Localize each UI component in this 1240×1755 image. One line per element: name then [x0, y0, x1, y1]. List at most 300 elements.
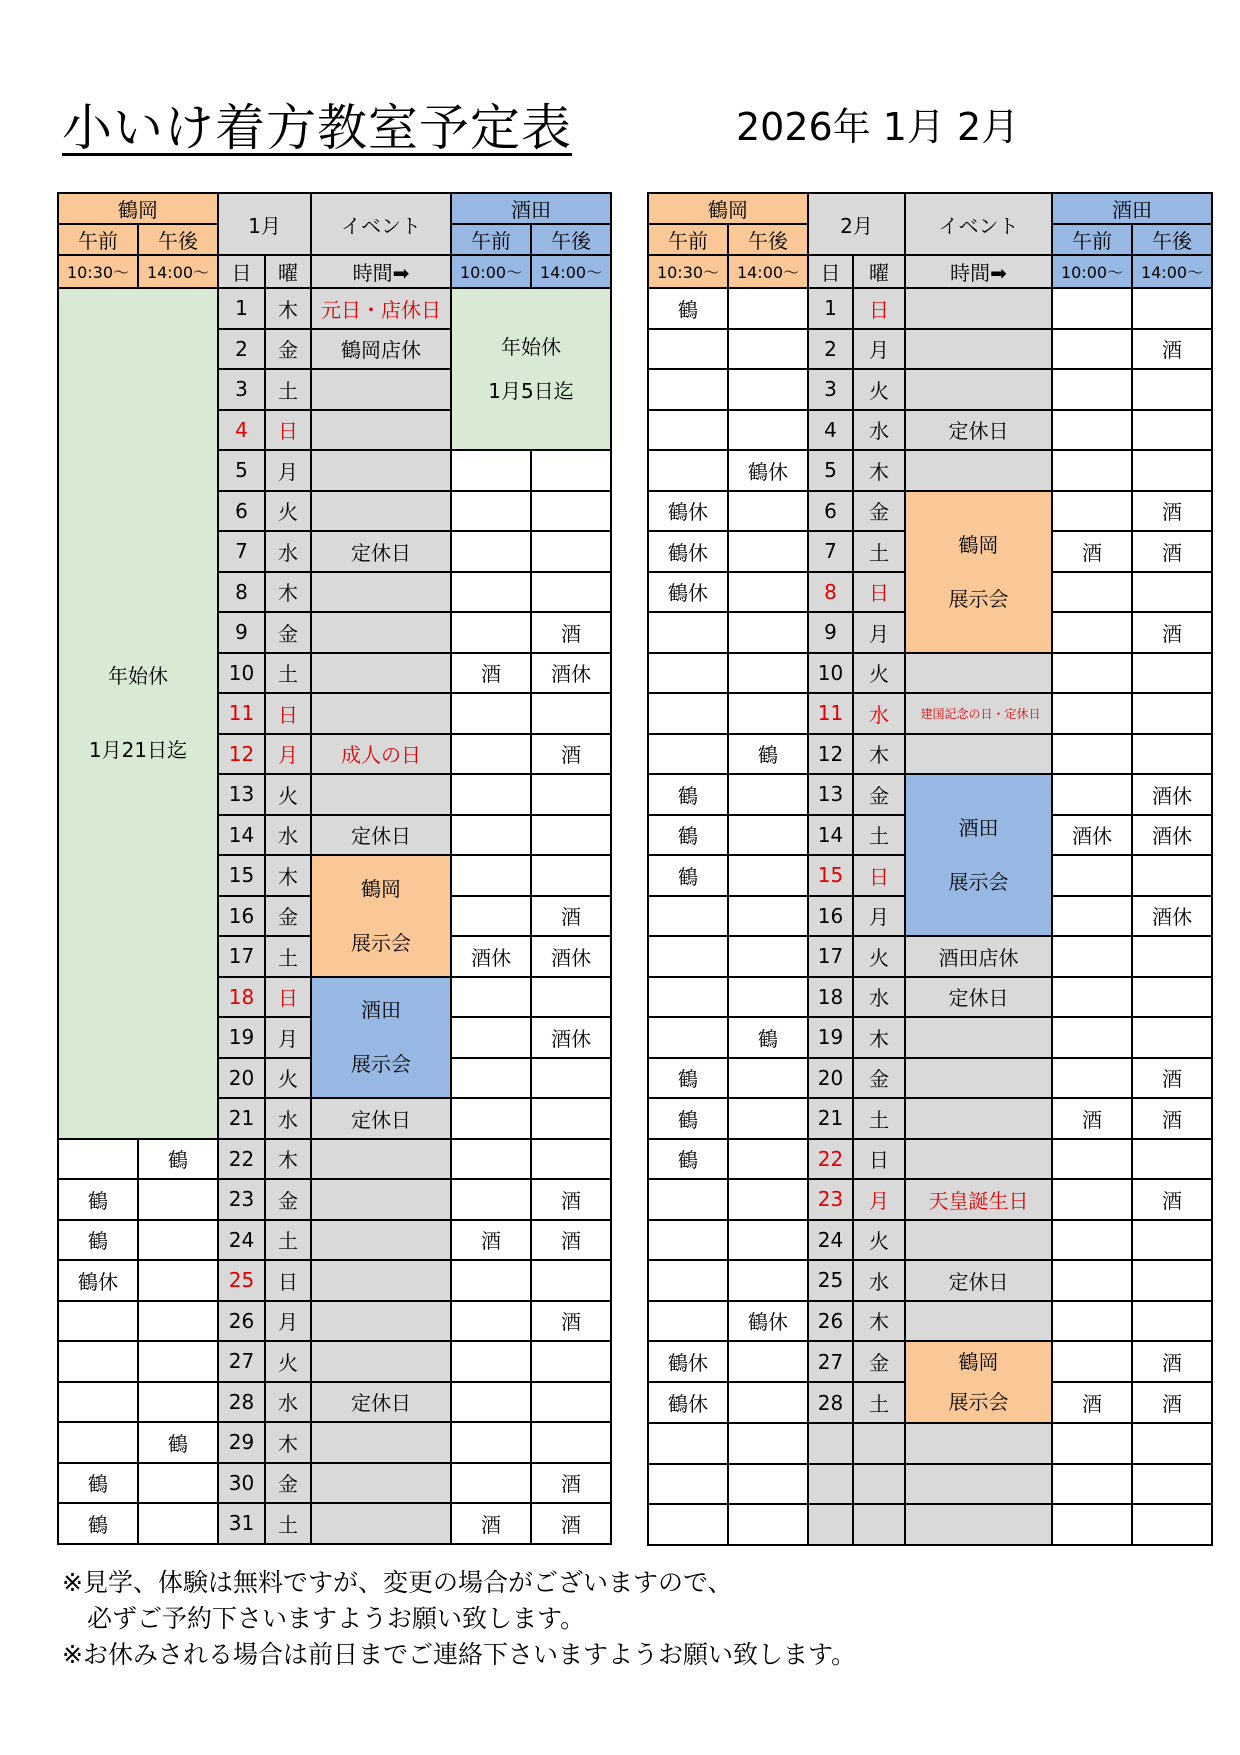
block-line: 鶴岡 [958, 1350, 999, 1374]
sakata-am-cell [1052, 572, 1132, 613]
weekday-cell: 日 [853, 855, 905, 896]
sakata-pm-cell [1132, 693, 1212, 734]
weekday-header: 曜 [265, 255, 311, 288]
weekday-cell: 月 [853, 329, 905, 370]
event-cell: 定休日 [311, 1382, 451, 1423]
event-cell [311, 774, 451, 815]
tsuruoka-am-cell: 鶴 [648, 1098, 728, 1139]
tsuruoka-am-cell [58, 1139, 138, 1180]
event-cell: 定休日 [311, 815, 451, 856]
sakata-pm-cell [1132, 1423, 1212, 1464]
day-cell: 16 [218, 896, 265, 937]
weekday-cell: 水 [853, 693, 905, 734]
table-row [58, 1463, 611, 1504]
sakata-pm-cell [1132, 936, 1212, 977]
weekday-cell: 水 [265, 1382, 311, 1423]
tsuruoka-pm-cell [728, 572, 808, 613]
day-header: 日 [218, 255, 265, 288]
weekday-cell: 水 [853, 1260, 905, 1301]
event-cell [905, 653, 1052, 694]
event-cell [905, 1423, 1052, 1464]
sakata-pm-cell: 酒 [1132, 329, 1212, 370]
sakata-am-cell [451, 855, 531, 896]
day-cell: 28 [808, 1382, 853, 1423]
time-header: 時間➡ [905, 255, 1052, 288]
tsuruoka-pm-time: 14:00～ [138, 255, 218, 288]
event-cell [905, 1098, 1052, 1139]
weekday-cell: 金 [265, 1179, 311, 1220]
month-header: 2月 [808, 193, 905, 255]
block-line: 酒田 [958, 816, 999, 840]
january-schedule-table [57, 192, 612, 1545]
table-row [648, 1260, 1212, 1301]
event-cell [905, 1017, 1052, 1058]
day-cell: 6 [808, 491, 853, 532]
tsuruoka-pm-cell [138, 1341, 218, 1382]
event-header: イベント [905, 193, 1052, 255]
tsuruoka-pm-cell [138, 1179, 218, 1220]
tsuruoka-pm-cell [728, 1464, 808, 1505]
day-cell: 12 [218, 734, 265, 775]
weekday-cell: 金 [853, 1341, 905, 1382]
table-row [648, 774, 1212, 815]
sakata-am-cell [1052, 410, 1132, 451]
day-cell: 20 [218, 1058, 265, 1099]
tsuruoka-pm-cell [728, 1260, 808, 1301]
day-cell: 14 [808, 815, 853, 856]
tsuruoka-am-cell [648, 1464, 728, 1505]
sakata-pm-cell [1132, 572, 1212, 613]
sakata-pm-cell: 酒 [1132, 1098, 1212, 1139]
weekday-cell: 土 [853, 1098, 905, 1139]
weekday-cell: 月 [853, 896, 905, 937]
sakata-pm-cell [1132, 1464, 1212, 1505]
weekday-cell: 火 [853, 653, 905, 694]
sakata-am-cell [1052, 612, 1132, 653]
weekday-cell: 日 [265, 1260, 311, 1301]
block-line: 鶴岡 [958, 532, 999, 557]
tsuruoka-pm-cell: 鶴 [728, 1017, 808, 1058]
event-cell: 定休日 [311, 1098, 451, 1139]
day-cell: 1 [808, 288, 853, 329]
sakata-pm-cell [1132, 1260, 1212, 1301]
tsuruoka-am-cell: 鶴 [648, 855, 728, 896]
tsuruoka-pm-cell [728, 288, 808, 329]
tsuruoka-pm-cell [728, 612, 808, 653]
sakata-am-cell [1052, 734, 1132, 775]
table-row [648, 410, 1212, 451]
sakata-pm-cell: 酒 [531, 1179, 611, 1220]
weekday-cell: 土 [265, 369, 311, 410]
day-cell: 19 [218, 1017, 265, 1058]
weekday-cell: 土 [853, 531, 905, 572]
sakata-pm-time: 14:00～ [531, 255, 611, 288]
event-cell: 成人の日 [311, 734, 451, 775]
sakata-pm-cell [531, 531, 611, 572]
event-cell: 定休日 [905, 1260, 1052, 1301]
tsuruoka-am-cell: 鶴 [58, 1503, 138, 1544]
notes [62, 1565, 856, 1673]
event-cell [311, 1301, 451, 1342]
tsuruoka-pm-cell [728, 1179, 808, 1220]
sakata-holiday-block [451, 288, 611, 450]
event-cell: 建国記念の日・定休日 [905, 693, 1052, 734]
weekday-cell: 土 [853, 815, 905, 856]
page-title: 小いけ着方教室予定表 [62, 99, 572, 157]
day-cell [808, 1504, 853, 1545]
sakata-pm-cell [531, 1058, 611, 1099]
day-cell: 15 [808, 855, 853, 896]
sakata-am-cell [451, 450, 531, 491]
tsuruoka-am-cell [58, 1382, 138, 1423]
table-row [648, 936, 1212, 977]
sakata-pm-cell: 酒休 [1132, 896, 1212, 937]
tsuruoka-pm-cell [728, 977, 808, 1018]
sakata-am-cell [451, 1017, 531, 1058]
sakata-am-header: 午前 [1052, 224, 1132, 255]
weekday-cell: 月 [265, 1017, 311, 1058]
weekday-cell: 木 [853, 1301, 905, 1342]
tsuruoka-pm-cell: 鶴 [138, 1139, 218, 1180]
sakata-am-cell [451, 1341, 531, 1382]
weekday-cell: 日 [265, 410, 311, 451]
weekday-cell: 月 [853, 612, 905, 653]
event-cell [311, 653, 451, 694]
day-cell: 5 [218, 450, 265, 491]
tsuruoka-am-cell [648, 329, 728, 370]
sakata-am-cell [451, 491, 531, 532]
table-row [648, 369, 1212, 410]
day-cell: 18 [218, 977, 265, 1018]
date-label: 2026年 1月 2月 [736, 105, 1020, 149]
sakata-am-cell [451, 1463, 531, 1504]
sakata-pm-time: 14:00～ [1132, 255, 1212, 288]
weekday-header: 曜 [853, 255, 905, 288]
table-row [648, 653, 1212, 694]
tsuruoka-pm-cell [728, 369, 808, 410]
table-row [58, 1503, 611, 1544]
tsuruoka-pm-cell [728, 1098, 808, 1139]
weekday-cell: 火 [853, 369, 905, 410]
sakata-am-cell [451, 1382, 531, 1423]
tsuruoka-am-cell [648, 896, 728, 937]
sakata-am-cell [1052, 329, 1132, 370]
day-cell: 17 [218, 936, 265, 977]
sakata-pm-cell: 酒 [1132, 612, 1212, 653]
weekday-cell: 木 [265, 572, 311, 613]
sakata-pm-cell [531, 572, 611, 613]
tsuruoka-pm-cell [138, 1220, 218, 1261]
table-row [58, 1260, 611, 1301]
sakata-am-cell [1052, 1139, 1132, 1180]
sakata-pm-cell [1132, 369, 1212, 410]
tsuruoka-pm-header: 午後 [728, 224, 808, 255]
tsuruoka-am-cell: 鶴 [58, 1179, 138, 1220]
day-cell [808, 1423, 853, 1464]
tsuruoka-pm-cell [728, 1382, 808, 1423]
sakata-pm-cell: 酒 [531, 1503, 611, 1544]
sakata-am-cell [1052, 855, 1132, 896]
day-cell: 9 [808, 612, 853, 653]
day-cell: 19 [808, 1017, 853, 1058]
tsuruoka-am-cell [58, 1301, 138, 1342]
tsuruoka-header: 鶴岡 [648, 193, 808, 224]
day-cell: 7 [808, 531, 853, 572]
tsuruoka-pm-cell [728, 531, 808, 572]
tsuruoka-am-cell: 鶴 [648, 288, 728, 329]
sakata-pm-cell: 酒 [1132, 531, 1212, 572]
day-cell: 1 [218, 288, 265, 329]
sakata-pm-cell [531, 1098, 611, 1139]
table-row [58, 1179, 611, 1220]
sakata-pm-cell: 酒 [1132, 1179, 1212, 1220]
day-cell: 26 [218, 1301, 265, 1342]
day-cell: 12 [808, 734, 853, 775]
table-row [58, 1220, 611, 1261]
event-cell [311, 1463, 451, 1504]
tsuruoka-pm-cell [728, 491, 808, 532]
note-line: 必ずご予約下さいますようお願い致します。 [62, 1604, 586, 1633]
weekday-cell: 木 [265, 1139, 311, 1180]
weekday-cell: 木 [853, 1017, 905, 1058]
sakata-pm-cell: 酒 [1132, 1341, 1212, 1382]
sakata-header: 酒田 [451, 193, 611, 224]
tsuruoka-pm-header: 午後 [138, 224, 218, 255]
tsuruoka-pm-cell [728, 1220, 808, 1261]
weekday-cell: 火 [853, 1220, 905, 1261]
table-row [648, 1179, 1212, 1220]
event-cell [311, 1422, 451, 1463]
tsuruoka-pm-cell [728, 1504, 808, 1545]
event-cell [311, 410, 451, 451]
day-cell: 13 [808, 774, 853, 815]
event-cell [905, 1058, 1052, 1099]
sakata-am-cell [451, 1422, 531, 1463]
event-cell [311, 369, 451, 410]
tsuruoka-pm-cell [728, 693, 808, 734]
block-line: 展示会 [351, 930, 411, 955]
tsuruoka-am-cell: 鶴休 [648, 491, 728, 532]
table-row [648, 491, 1212, 532]
day-cell: 11 [808, 693, 853, 734]
sakata-am-time: 10:00～ [1052, 255, 1132, 288]
month-header: 1月 [218, 193, 311, 255]
weekday-cell: 木 [853, 450, 905, 491]
day-cell: 29 [218, 1422, 265, 1463]
sakata-am-cell [1052, 1504, 1132, 1545]
block-line: 年始休 [108, 664, 168, 689]
table-row [648, 1098, 1212, 1139]
weekday-cell: 水 [265, 1098, 311, 1139]
weekday-cell: 土 [853, 1382, 905, 1423]
tsuruoka-am-header: 午前 [58, 224, 138, 255]
february-schedule-table [647, 192, 1213, 1546]
sakata-pm-cell: 酒 [531, 734, 611, 775]
day-cell: 3 [218, 369, 265, 410]
tsuruoka-pm-cell [728, 1423, 808, 1464]
event-cell [311, 612, 451, 653]
block-line: 展示会 [948, 1390, 1009, 1414]
tsuruoka-am-cell [648, 410, 728, 451]
day-cell: 21 [218, 1098, 265, 1139]
event-cell: 定休日 [905, 977, 1052, 1018]
day-cell: 3 [808, 369, 853, 410]
tsuruoka-am-cell: 鶴休 [648, 531, 728, 572]
tsuruoka-header: 鶴岡 [58, 193, 218, 224]
day-cell: 20 [808, 1058, 853, 1099]
weekday-cell [853, 1423, 905, 1464]
sakata-am-cell [1052, 369, 1132, 410]
day-cell: 27 [808, 1341, 853, 1382]
sakata-am-cell [451, 531, 531, 572]
weekday-cell: 月 [853, 1179, 905, 1220]
sakata-am-cell: 酒 [451, 1503, 531, 1544]
sakata-pm-cell: 酒休 [1132, 815, 1212, 856]
day-cell: 27 [218, 1341, 265, 1382]
sakata-am-cell [451, 1301, 531, 1342]
weekday-cell: 金 [265, 329, 311, 370]
day-cell: 23 [808, 1179, 853, 1220]
sakata-am-cell [1052, 896, 1132, 937]
sakata-pm-cell [1132, 1301, 1212, 1342]
event-cell: 酒田店休 [905, 936, 1052, 977]
tsuruoka-pm-cell [728, 410, 808, 451]
sakata-am-cell [451, 1179, 531, 1220]
tsuruoka-pm-cell [138, 1463, 218, 1504]
sakata-am-cell [1052, 936, 1132, 977]
weekday-cell: 火 [265, 1341, 311, 1382]
sakata-am-cell [1052, 1220, 1132, 1261]
sakata-pm-cell: 酒 [531, 1301, 611, 1342]
tsuruoka-am-cell [648, 450, 728, 491]
sakata-pm-cell [1132, 1504, 1212, 1545]
weekday-cell: 金 [853, 491, 905, 532]
tsuruoka-am-cell: 鶴休 [648, 1382, 728, 1423]
weekday-cell: 水 [853, 977, 905, 1018]
sakata-am-cell [451, 693, 531, 734]
table-row [648, 734, 1212, 775]
weekday-cell: 月 [265, 450, 311, 491]
exhibition-block [905, 1341, 1052, 1423]
sakata-pm-cell [531, 693, 611, 734]
sakata-am-cell: 酒 [1052, 531, 1132, 572]
sakata-am-cell [1052, 450, 1132, 491]
tsuruoka-holiday-block [58, 288, 218, 1139]
event-cell [905, 734, 1052, 775]
exhibition-block [311, 855, 451, 977]
sakata-pm-cell: 酒 [531, 896, 611, 937]
event-cell [905, 1504, 1052, 1545]
tsuruoka-pm-cell [138, 1382, 218, 1423]
block-line: 酒田 [361, 998, 401, 1023]
sakata-am-cell [451, 734, 531, 775]
event-cell [905, 369, 1052, 410]
tsuruoka-pm-cell: 鶴 [728, 734, 808, 775]
day-cell: 8 [808, 572, 853, 613]
sakata-am-cell [451, 1098, 531, 1139]
sakata-pm-cell [1132, 734, 1212, 775]
tsuruoka-pm-cell [728, 815, 808, 856]
sakata-pm-header: 午後 [1132, 224, 1212, 255]
weekday-cell: 土 [265, 653, 311, 694]
sakata-pm-cell: 酒 [531, 1463, 611, 1504]
event-cell: 鶴岡店休 [311, 329, 451, 370]
sakata-am-cell [451, 774, 531, 815]
weekday-cell: 金 [265, 612, 311, 653]
event-cell: 天皇誕生日 [905, 1179, 1052, 1220]
sakata-pm-cell [531, 1382, 611, 1423]
tsuruoka-am-time: 10:30～ [58, 255, 138, 288]
tsuruoka-am-cell [58, 1341, 138, 1382]
table-row [648, 450, 1212, 491]
event-cell [311, 1260, 451, 1301]
sakata-header: 酒田 [1052, 193, 1212, 224]
table-row [648, 1017, 1212, 1058]
tsuruoka-am-cell [648, 1260, 728, 1301]
event-cell [905, 1220, 1052, 1261]
event-cell [311, 1139, 451, 1180]
weekday-cell: 金 [265, 1463, 311, 1504]
day-cell: 22 [218, 1139, 265, 1180]
day-cell: 10 [808, 653, 853, 694]
sakata-pm-cell: 酒 [1132, 491, 1212, 532]
table-row [58, 1341, 611, 1382]
sakata-pm-header: 午後 [531, 224, 611, 255]
sakata-am-cell [1052, 1058, 1132, 1099]
weekday-cell: 月 [265, 1301, 311, 1342]
day-cell: 31 [218, 1503, 265, 1544]
tsuruoka-pm-time: 14:00～ [728, 255, 808, 288]
sakata-pm-cell: 酒休 [531, 936, 611, 977]
table-row [58, 1422, 611, 1463]
event-cell: 定休日 [905, 410, 1052, 451]
day-cell: 2 [808, 329, 853, 370]
table-row [648, 1220, 1212, 1261]
sakata-pm-cell [531, 855, 611, 896]
day-cell: 7 [218, 531, 265, 572]
day-cell: 25 [808, 1260, 853, 1301]
tsuruoka-am-cell [648, 1220, 728, 1261]
weekday-cell: 木 [265, 288, 311, 329]
weekday-cell: 木 [265, 1422, 311, 1463]
sakata-am-cell: 酒休 [1052, 815, 1132, 856]
table-row [648, 1423, 1212, 1464]
sakata-am-cell [451, 612, 531, 653]
sakata-pm-cell [1132, 1139, 1212, 1180]
sakata-am-cell [1052, 693, 1132, 734]
weekday-cell: 日 [853, 572, 905, 613]
event-header: イベント [311, 193, 451, 255]
tsuruoka-am-cell: 鶴休 [648, 1341, 728, 1382]
event-cell [905, 1139, 1052, 1180]
sakata-pm-cell [531, 1341, 611, 1382]
weekday-cell: 火 [265, 491, 311, 532]
sakata-am-cell [1052, 977, 1132, 1018]
table-row [58, 1301, 611, 1342]
tsuruoka-am-cell [648, 653, 728, 694]
tsuruoka-am-cell [648, 1301, 728, 1342]
time-header: 時間➡ [311, 255, 451, 288]
day-cell: 6 [218, 491, 265, 532]
sakata-am-cell [1052, 653, 1132, 694]
sakata-pm-cell [531, 815, 611, 856]
tsuruoka-pm-cell [138, 1260, 218, 1301]
sakata-am-cell [451, 977, 531, 1018]
sakata-am-cell: 酒 [451, 653, 531, 694]
event-cell [311, 693, 451, 734]
tsuruoka-pm-cell: 鶴 [138, 1422, 218, 1463]
table-row [648, 1341, 1212, 1382]
